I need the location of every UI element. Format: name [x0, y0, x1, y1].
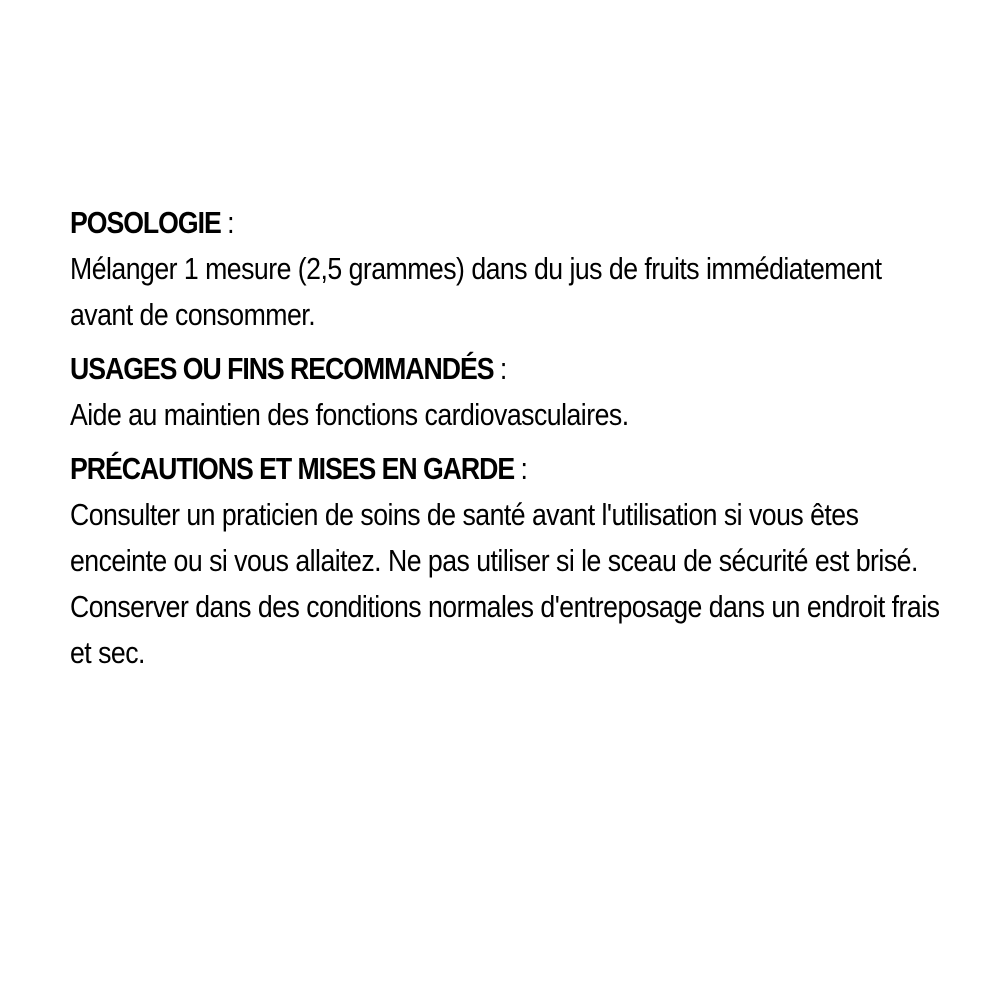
heading-colon: :	[227, 205, 234, 240]
heading-colon: :	[520, 451, 527, 486]
heading-text: POSOLOGIE	[70, 205, 221, 240]
section-heading	[70, 200, 827, 246]
label-document	[70, 200, 950, 684]
heading-text: USAGES OU FINS RECOMMANDÉS	[70, 351, 494, 386]
section-heading	[70, 346, 827, 392]
section-body: Aide au maintien des fonctions cardiovasculaires.	[70, 397, 629, 432]
section-usages	[70, 346, 950, 438]
section-body: Mélanger 1 mesure (2,5 grammes) dans du jus de fruits immédiatement avant de consommer.	[70, 251, 882, 332]
section-heading	[70, 446, 827, 492]
heading-colon: :	[499, 351, 507, 386]
section-body: Consulter un praticien de soins de santé avant l'utilisation si vous êtes enceinte ou si vous allaitez. Ne pas utiliser si le sceau de sécurité est brisé. Conserver dans des conditions normales d'entreposage dans un endroit frais et sec.	[70, 497, 940, 670]
section-posologie	[70, 200, 950, 338]
section-precautions	[70, 446, 950, 676]
heading-text: PRÉCAUTIONS ET MISES EN GARDE	[70, 451, 515, 486]
